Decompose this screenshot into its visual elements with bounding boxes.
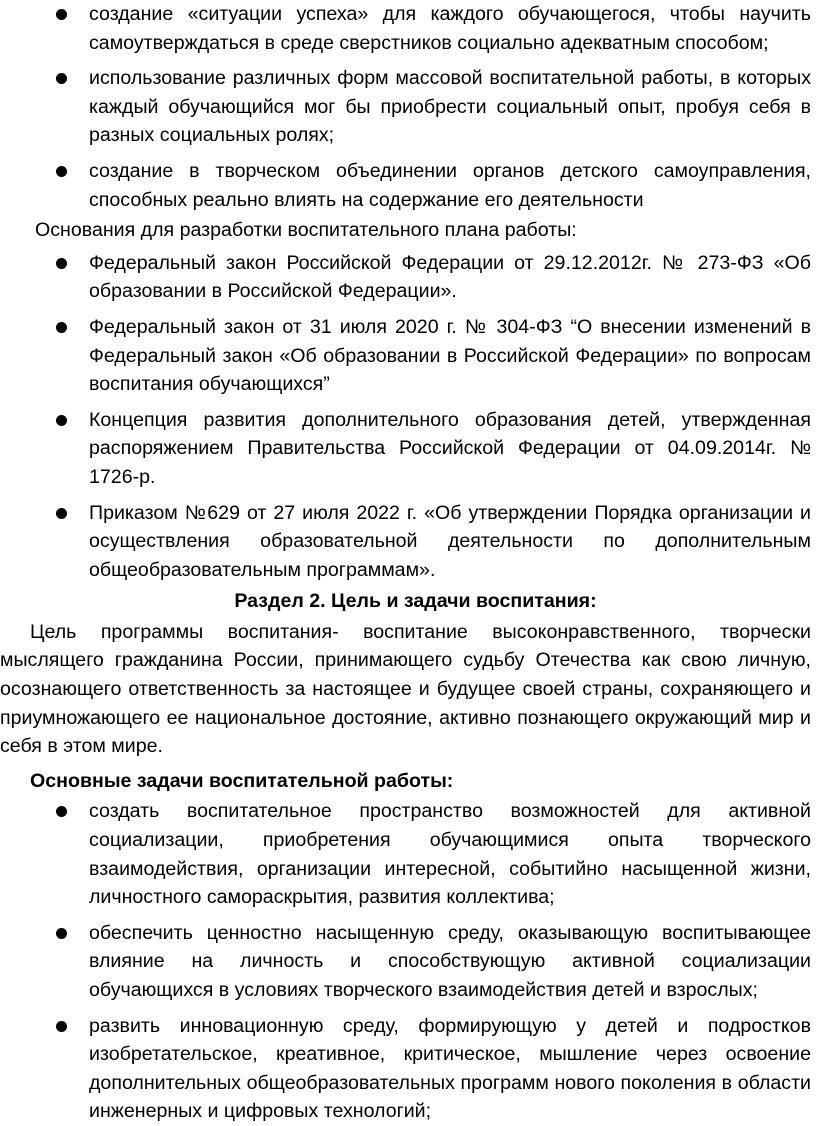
bullet-icon bbox=[56, 258, 67, 269]
bullet-icon bbox=[56, 73, 67, 84]
list-item-text: обеспечить ценностно насыщенную среду, оказывающую воспитывающее влияние на личность и способствующую активной социализации обучающихся в условиях творческого взаимодействия детей и взрослых; bbox=[89, 921, 811, 1001]
bullet-icon bbox=[56, 508, 67, 519]
list-item-text: Федеральный закон от 31 июля 2020 г. № 304-ФЗ “О внесении изменений в Федеральный закон «Об образовании в Российской Федерации» по вопросам воспитания обучающихся” bbox=[89, 315, 811, 396]
list-item bbox=[0, 249, 811, 306]
list-item bbox=[0, 0, 811, 57]
list-item-text: развить инновационную среду, формирующую у детей и подростков изобретательское, креативное, критическое, мышление через освоение дополнительных общеобразовательных программ нового поколения в области инженерных и цифровых технологий; bbox=[89, 1014, 811, 1123]
list-item bbox=[0, 406, 811, 492]
list-item-text: создание в творческом объединении органов детского самоуправления, способных реально влиять на содержание его деятельности bbox=[89, 159, 811, 211]
list-item bbox=[0, 499, 811, 585]
list-item bbox=[0, 1012, 811, 1126]
bullet-icon bbox=[56, 166, 67, 177]
basis-heading: Основания для разработки воспитательного плана работы: bbox=[35, 219, 577, 242]
list-item bbox=[0, 157, 811, 214]
intro-bullet-list bbox=[0, 0, 811, 214]
list-item-text: использование различных форм массовой воспитательной работы, в которых каждый обучающийся мог бы приобрести социальный опыт, пробуя себя в разных социальных ролях; bbox=[89, 67, 811, 147]
goal-paragraph: Цель программы воспитания- воспитание высоконравственного, творчески мыслящего гражданина России, принимающего судьбу Отечества как свою личную, осознающего ответственность за настоящее и будущее своей страны, сохраняющего и приумножающего ее национальное достояние, активно познающего окружающий мир и себя в этом мире. bbox=[0, 620, 811, 758]
list-item bbox=[0, 797, 811, 911]
section-heading: Раздел 2. Цель и задачи воспитания: bbox=[234, 590, 597, 613]
list-item-text: создание «ситуации успеха» для каждого обучающегося, чтобы научить самоутверждаться в среде сверстников социально адекватным способом; bbox=[89, 3, 811, 54]
list-item-text: Федеральный закон Российской Федерации от 29.12.2012г. № 273-ФЗ «Об образовании в Российской Федерации». bbox=[89, 251, 811, 303]
bullet-icon bbox=[56, 9, 67, 20]
list-item bbox=[0, 919, 811, 1005]
bullet-icon bbox=[56, 928, 67, 939]
list-item bbox=[0, 64, 811, 150]
list-item bbox=[0, 313, 811, 399]
bullet-icon bbox=[56, 322, 67, 333]
basis-bullet-list bbox=[0, 249, 811, 585]
list-item-text: Приказом №629 от 27 июля 2022 г. «Об утверждении Порядка организации и осуществления образовательной деятельности по дополнительным общеобразовательным программам». bbox=[89, 501, 811, 581]
bullet-icon bbox=[56, 1021, 67, 1032]
tasks-heading: Основные задачи воспитательной работы: bbox=[30, 769, 454, 792]
list-item-text: создать воспитательное пространство возможностей для активной социализации, приобретения обучающимися опыта творческого взаимодействия, организации интересной, событийно насыщенной жизни, личностного самораскрытия, развития коллектива; bbox=[89, 800, 811, 909]
list-item-text: Концепция развития дополнительного образования детей, утвержденная распоряжением Правительства Российской Федерации от 04.09.2014г. № 1726-р. bbox=[89, 408, 811, 488]
bullet-icon bbox=[56, 415, 67, 426]
tasks-bullet-list bbox=[0, 797, 811, 1126]
bullet-icon bbox=[56, 806, 67, 817]
